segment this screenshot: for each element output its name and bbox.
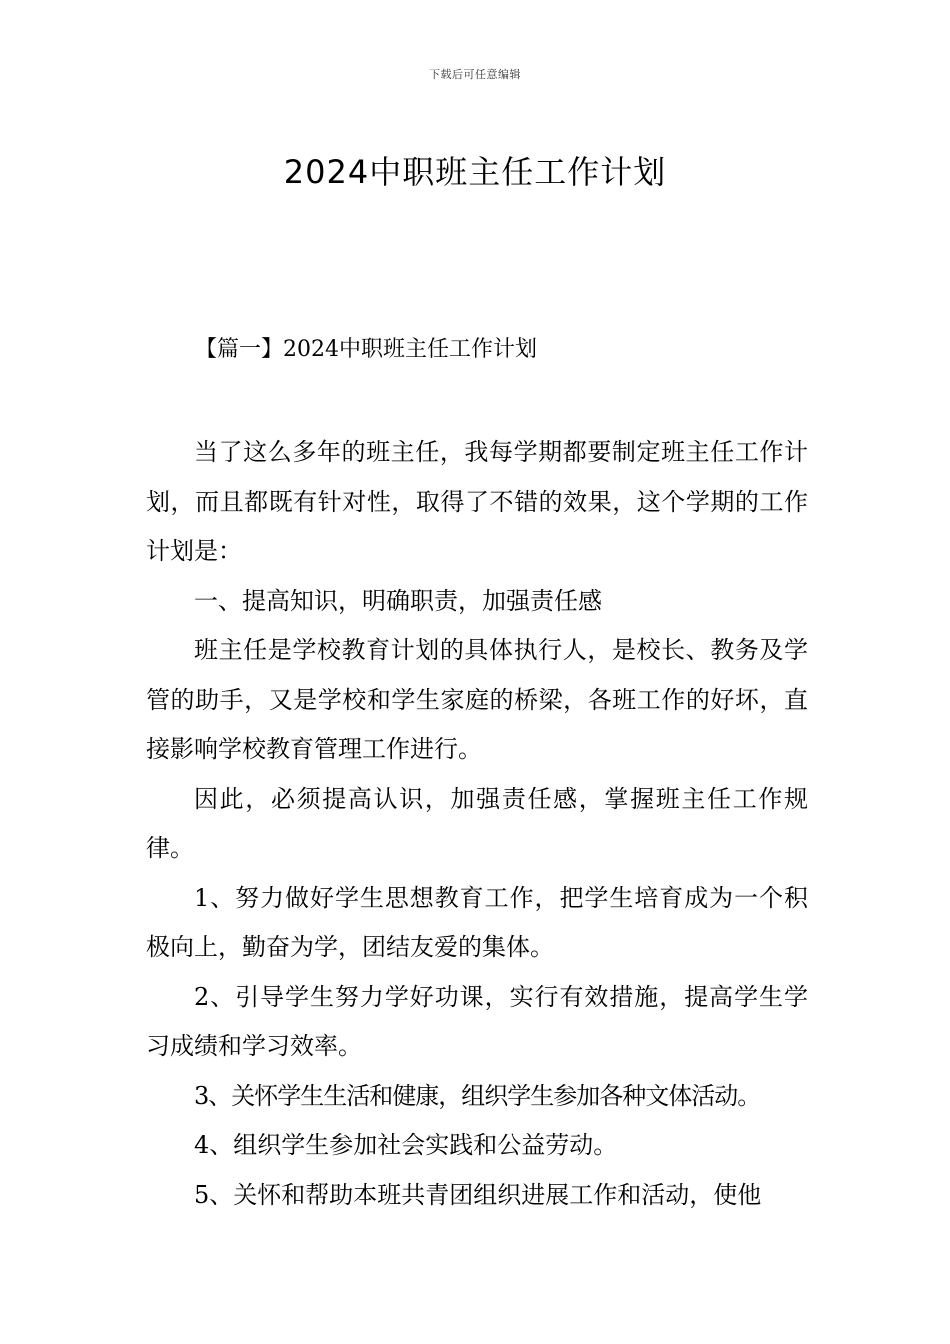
paragraph-item-3: 3、关怀学生生活和健康，组织学生参加各种文体活动。 (194, 1081, 761, 1110)
paragraph-item-1: 1、努力做好学生思想教育工作，把学生培育成为一个积极向上，勤奋为学，团结友爱的集体。 (146, 883, 808, 961)
paragraph-item-4: 4、组织学生参加社会实践和公益劳动。 (194, 1131, 618, 1159)
section-heading: 【篇一】2024中职班主任工作计划 (195, 337, 537, 362)
paragraph-therefore: 因此，必须提高认识，加强责任感，掌握班主任工作规律。 (146, 784, 808, 862)
paragraph-role: 班主任是学校教育计划的具体执行人，是校长、教务及学管的助手，又是学校和学生家庭的桥梁，各班工作的好坏，直接影响学校教育管理工作进行。 (146, 636, 808, 763)
document-title: 2024中职班主任工作计划 (283, 153, 667, 192)
header-note: 下载后可任意编辑 (429, 68, 521, 81)
paragraph-intro: 当了这么多年的班主任，我每学期都要制定班主任工作计划，而且都既有针对性，取得了不错的效果，这个学期的工作计划是： (146, 438, 808, 565)
document-body (146, 428, 808, 1220)
paragraph-item-5: 5、关怀和帮助本班共青团组织进展工作和活动，使他 (194, 1180, 762, 1209)
paragraph-item-2: 2、引导学生努力学好功课，实行有效措施，提高学生学习成绩和学习效率。 (146, 982, 808, 1060)
paragraph-heading-one: 一、提高知识，明确职责，加强责任感 (194, 586, 602, 615)
